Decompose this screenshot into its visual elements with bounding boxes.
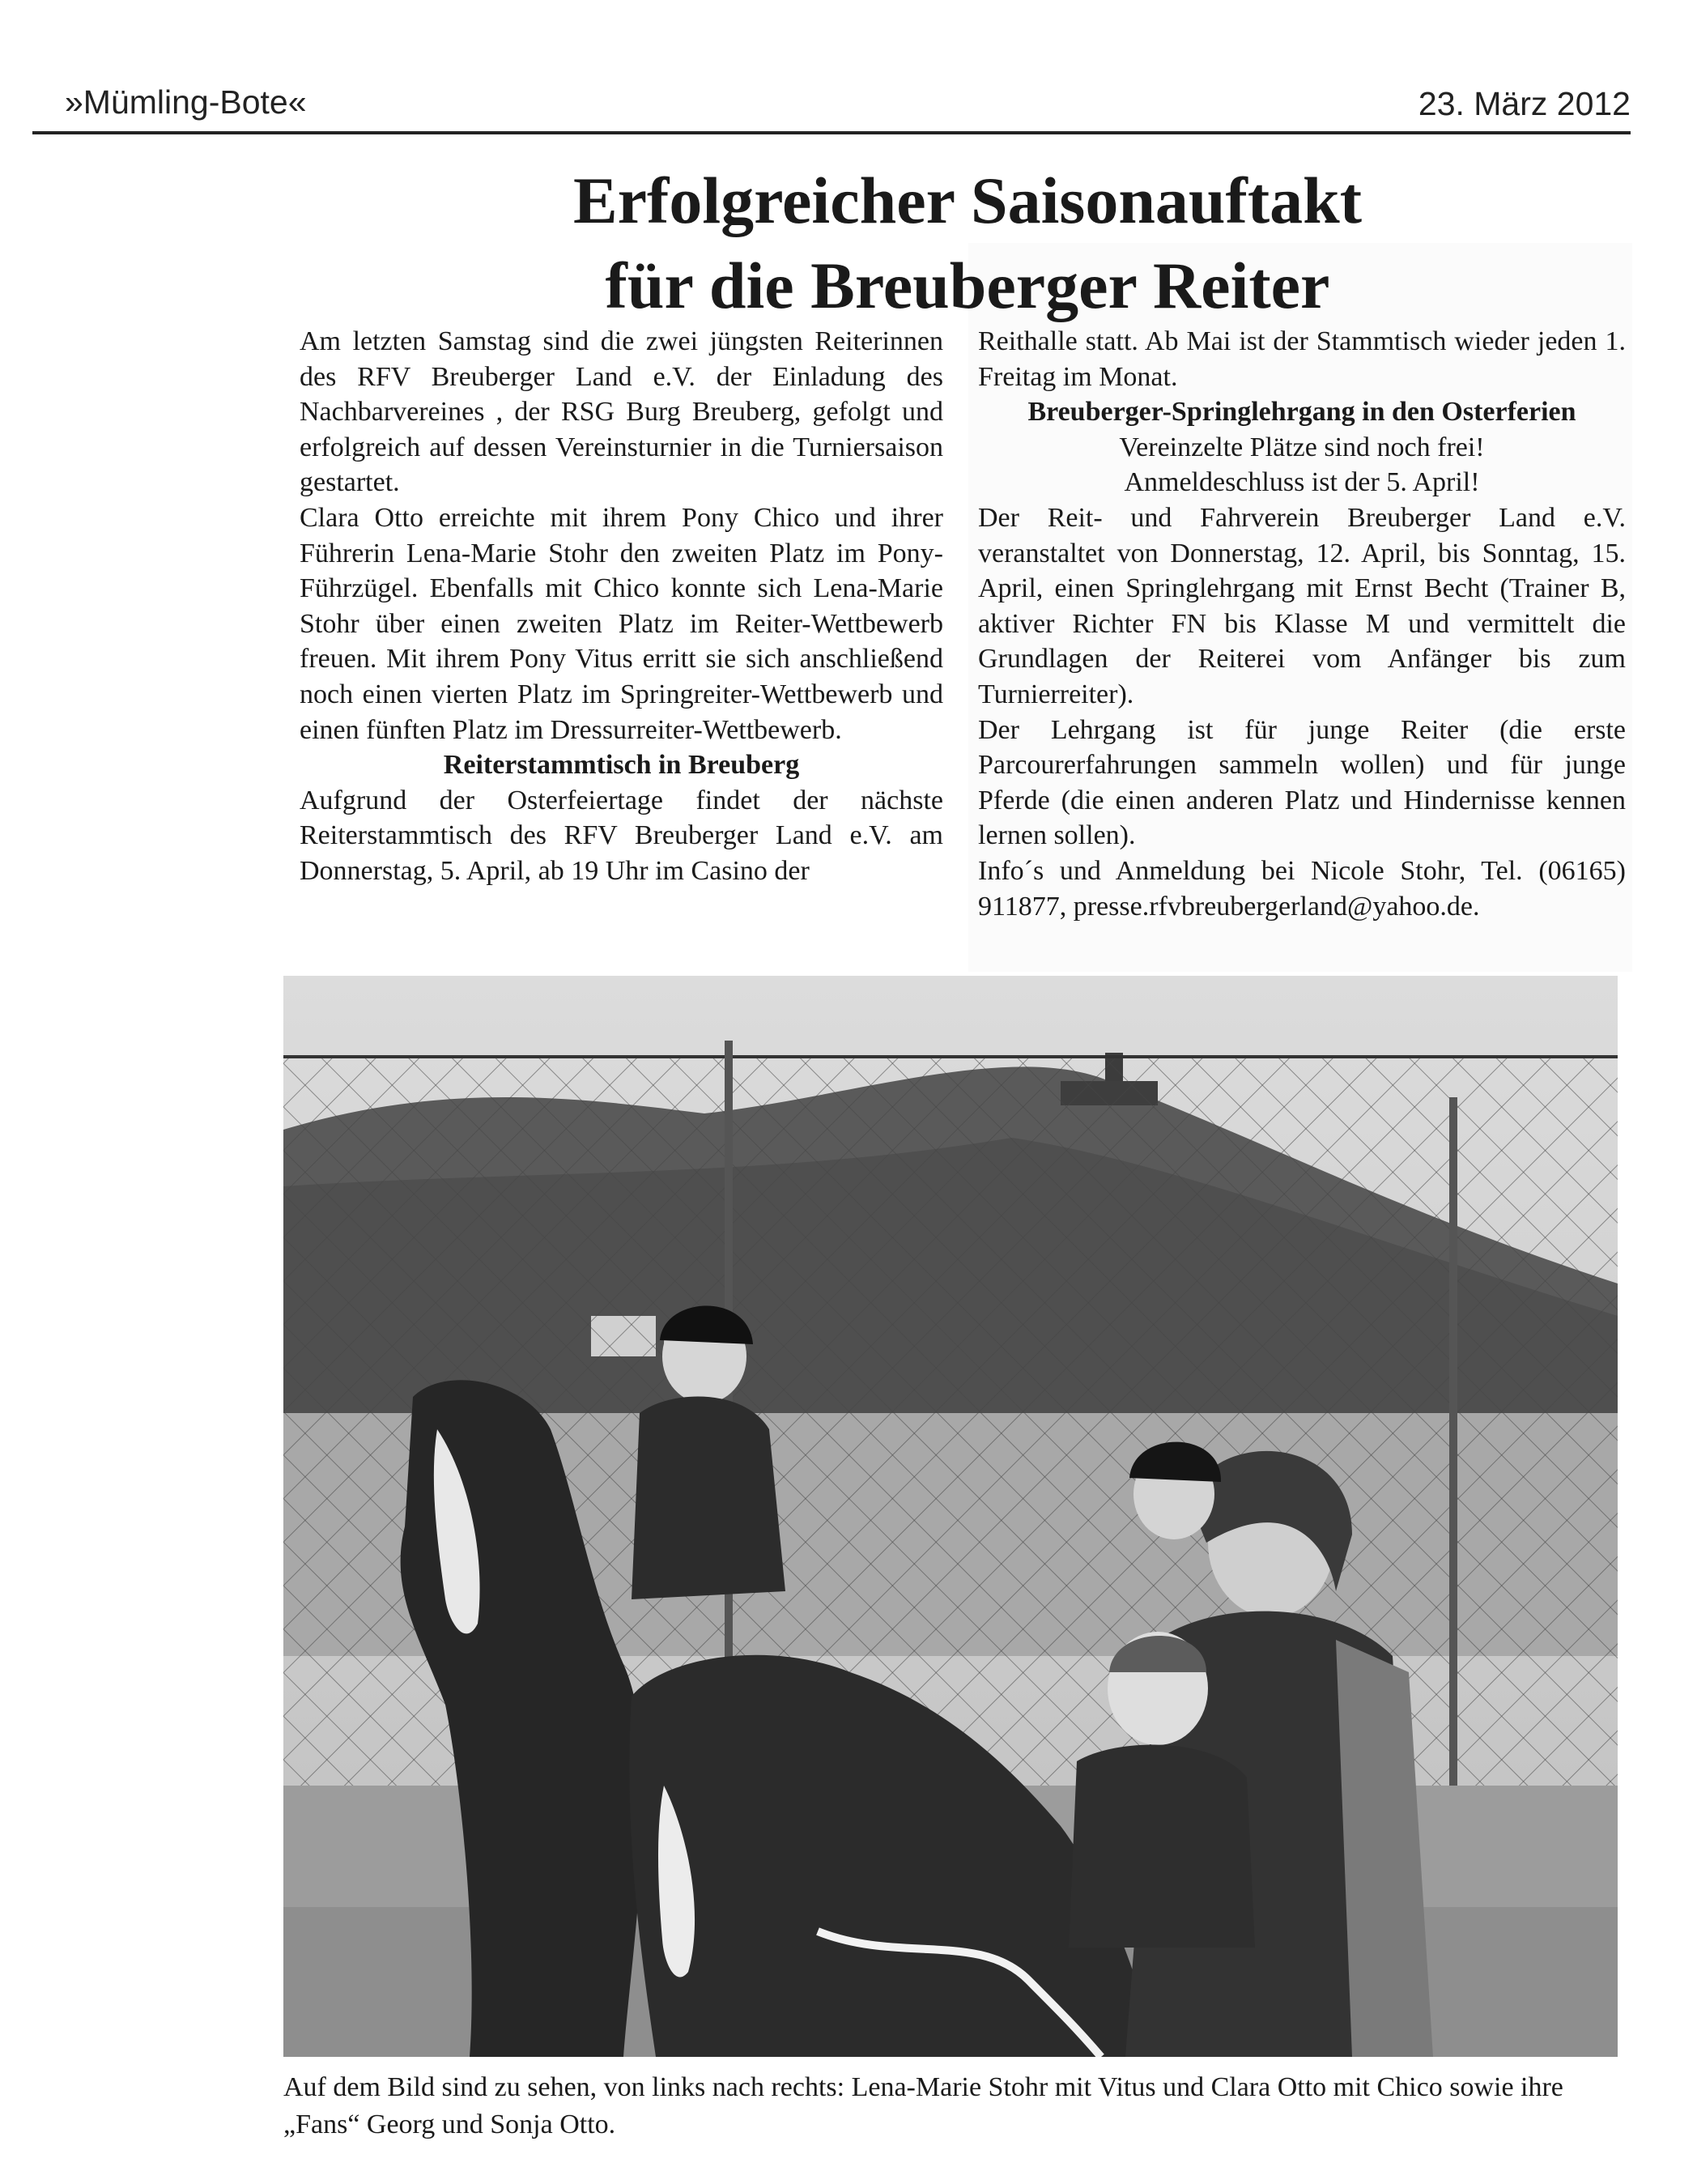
subhead-lehrgang: Breuberger-Springlehrgang in den Osterferien	[1027, 397, 1576, 428]
paragraph-intro: Am letzten Samstag sind die zwei jüngsten Reiterinnen des RFV Breuberger Land e.V. der Einladung des Nachbarvereines , der RSG Burg Breuberg, gefolgt und erfolgreich auf dessen Vereinsturnier in die Turniersaison gestartet.	[300, 326, 943, 498]
article-headline	[300, 158, 1635, 328]
paragraph-results: Clara Otto erreichte mit ihrem Pony Chico und ihrer Führerin Lena-Marie Stohr den zweiten Platz im Pony-Führzügel. Ebenfalls mit Chico konnte sich Lena-Marie Stohr über einen zweiten Platz im Reiter-Wettbewerb freuen. Mit ihrem Pony Vitus erritt sie sich anschließend noch einen vierten Platz im Springreiter-Wettbewerb und einen fünften Platz im Dressurreiter-Wettbewerb.	[300, 502, 943, 745]
paragraph-lehrgang: Der Reit- und Fahrverein Breuberger Land e.V. veranstaltet von Donnerstag, 12. April, bis Sonntag, 15. April, einen Springlehrgang mit Ernst Becht (Trainer B, aktiver Richter FN bis Klasse M und vermittelt die Grundlagen der Reiterei vom Anfänger bis zum Turnierreiter).	[978, 502, 1626, 709]
right-column	[978, 324, 1626, 924]
notice-places-free: Vereinzelte Plätze sind noch frei!	[1119, 432, 1485, 462]
left-column	[300, 324, 943, 889]
headline-line-2: für die Breuberger Reiter	[605, 249, 1330, 322]
subhead-stammtisch: Reiterstammtisch in Breuberg	[443, 750, 800, 781]
paragraph-contact: Info´s und Anmeldung bei Nicole Stohr, Tel. (06165) 911877, presse.rfvbreubergerland@yahoo.de.	[978, 855, 1626, 922]
paper-name: »Mümling-Bote«	[65, 83, 307, 121]
notice-deadline: Anmeldeschluss ist der 5. April!	[1124, 467, 1480, 498]
paragraph-stammtisch: Aufgrund der Osterfeiertage findet der nächste Reiterstammtisch des RFV Breuberger Land e.V. am Donnerstag, 5. April, ab 19 Uhr im Casino der	[300, 785, 943, 886]
issue-date: 23. März 2012	[1418, 85, 1631, 122]
article-photo	[283, 976, 1618, 2057]
photo-caption: Auf dem Bild sind zu sehen, von links nach rechts: Lena-Marie Stohr mit Vitus und Clara Otto mit Chico sowie ihre „Fans“ Georg und Sonja Otto.	[283, 2072, 1563, 2139]
masthead	[32, 63, 1631, 134]
photo-illustration	[283, 976, 1618, 2057]
headline-line-1: Erfolgreicher Saisonauftakt	[572, 164, 1363, 237]
paragraph-stammtisch-cont: Reithalle statt. Ab Mai ist der Stammtisch wieder jeden 1. Freitag im Monat.	[978, 326, 1626, 392]
paragraph-target-group: Der Lehrgang ist für junge Reiter (die erste Parcourerfahrungen sammeln wollen) und für junge Pferde (die einen anderen Platz und Hindernisse kennen lernen sollen).	[978, 714, 1626, 851]
